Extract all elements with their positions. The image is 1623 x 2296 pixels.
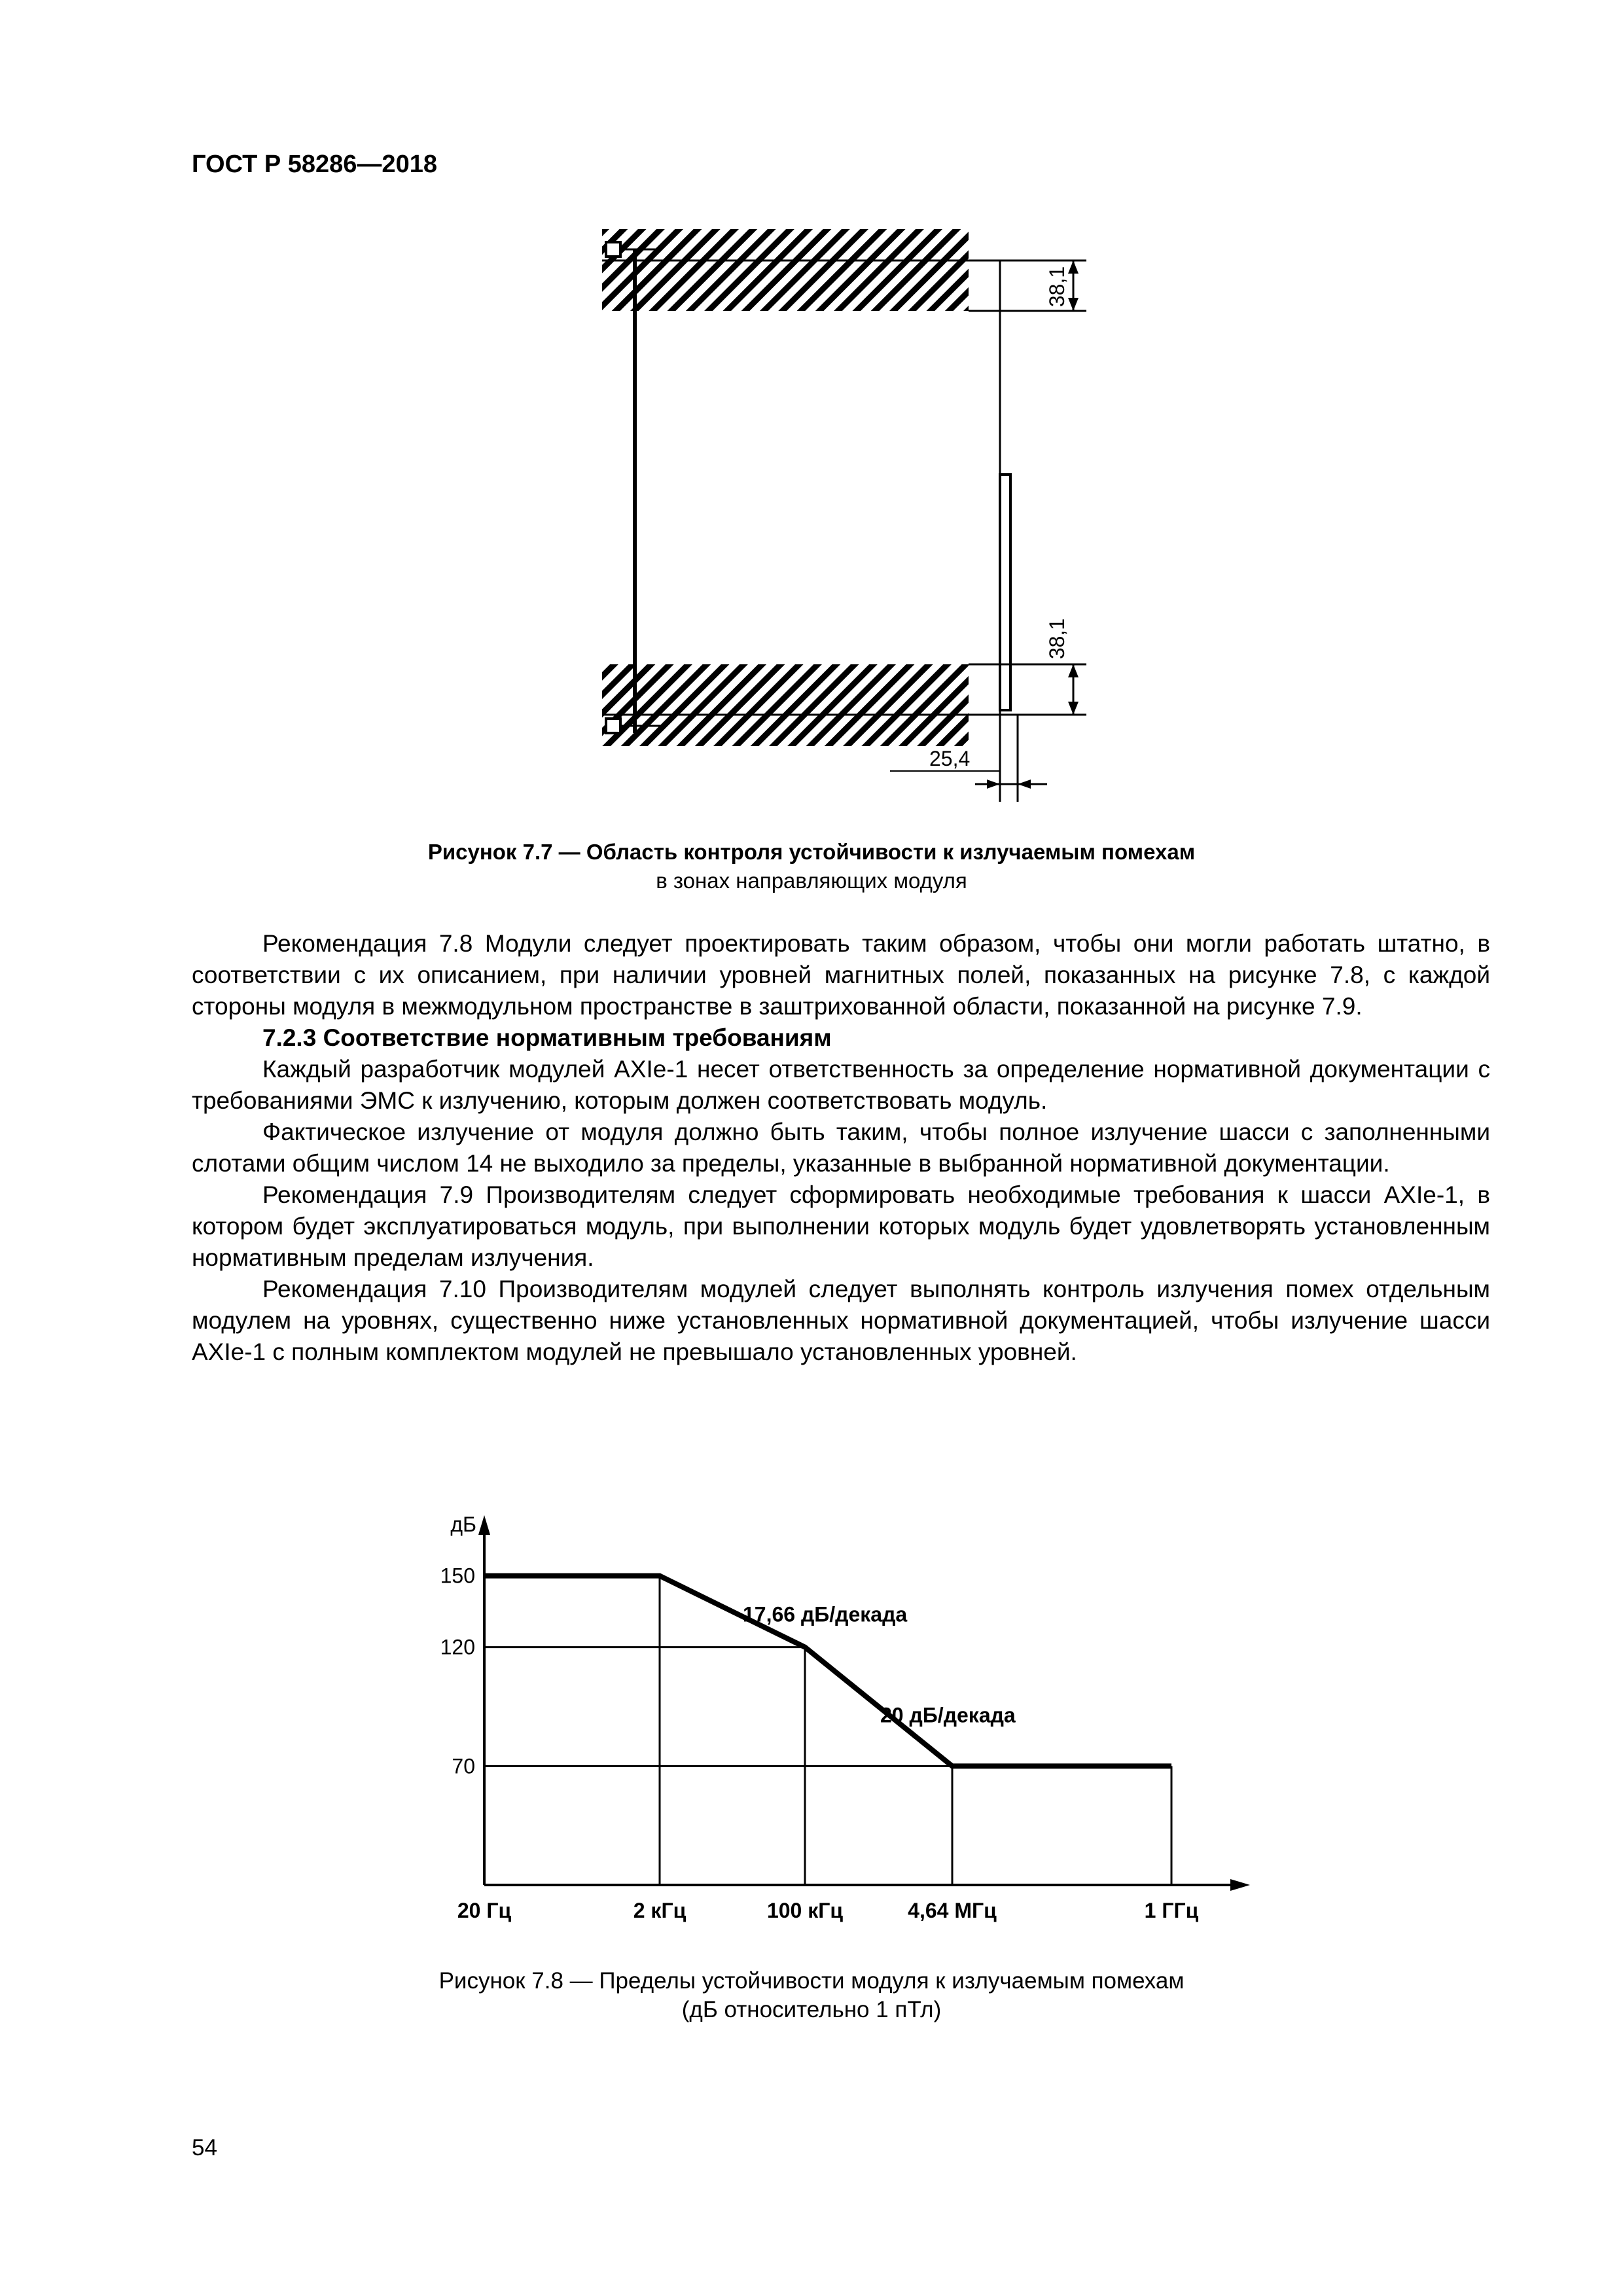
connector-rect	[1000, 475, 1010, 710]
dim-bottom-label: 38,1	[1045, 618, 1069, 660]
body-text	[192, 928, 1490, 1368]
paragraph: Рекомендация 7.9 Производителям следует сформировать необходимые требования к шасси AXIe-1, в котором будет эксплуатироваться модуль, при выполнении которых модуль будет удовлетворять установленным нормативным пределам излучения.	[192, 1181, 1490, 1271]
document-header: ГОСТ Р 58286—2018	[192, 151, 437, 178]
paragraph: Рекомендация 7.8 Модули следует проектировать таким образом, чтобы они могли работать штатно, в соответствии с их описанием, при наличии уровней магнитных полей, показанных на рисунке 7.8, с каждой стороны модуля в межмодульном пространстве в заштрихованной области, показанной на рисунке 7.9.	[192, 930, 1490, 1020]
y-tick-label: 120	[440, 1635, 475, 1659]
dim-top-label: 38,1	[1045, 266, 1069, 308]
dim-horizontal-label: 25,4	[929, 747, 971, 770]
figure-7-8-caption	[0, 1967, 1623, 2024]
x-axis-arrow	[1230, 1879, 1250, 1891]
x-tick-label: 100 кГц	[766, 1899, 844, 1922]
guide-square-bottom	[606, 719, 620, 733]
figure-7-7-diagram	[589, 223, 1126, 812]
figure-7-7-caption	[0, 838, 1623, 895]
figure-7-8-chart	[419, 1505, 1270, 1950]
paragraph: Рекомендация 7.10 Производителям модулей следует выполнять контроль излучения помех отдельным модулем на уровнях, существенно ниже установленных нормативной документацией, чтобы излучение шасси AXIe-1 с полным комплектом модулей не превышало установленных уровней.	[192, 1276, 1490, 1365]
y-axis-arrow	[478, 1515, 490, 1535]
paragraph: Фактическое излучение от модуля должно быть таким, чтобы полное излучение шасси с заполненными слотами общим числом 14 не выходило за пределы, указанные в выбранной нормативной документации.	[192, 1119, 1490, 1177]
x-tick-label: 20 Гц	[457, 1899, 512, 1922]
paragraph: Каждый разработчик модулей AXIe-1 несет ответственность за определение нормативной документации с требованиями ЭМС к излучению, которым должен соответствовать модуль.	[192, 1056, 1490, 1114]
slope-annotation-2: 20 дБ/декада	[880, 1703, 1016, 1727]
figure-7-7-caption-line1: Рисунок 7.7 — Область контроля устойчивости к излучаемым помехам	[427, 840, 1196, 864]
slope-annotation-1: 17,66 дБ/декада	[743, 1602, 908, 1626]
y-tick-label: 70	[452, 1754, 475, 1778]
guide-square-top	[606, 242, 620, 257]
figure-7-8-caption-line2: (дБ относительно 1 пТл)	[681, 1997, 942, 2022]
y-axis-label: дБ	[450, 1513, 476, 1536]
x-tick-label: 4,64 МГц	[908, 1899, 997, 1922]
top-hatched-zone	[602, 229, 969, 311]
x-tick-label: 2 кГц	[633, 1899, 687, 1922]
bottom-hatched-zone	[602, 664, 969, 746]
section-heading: 7.2.3 Соответствие нормативным требованиям	[262, 1024, 832, 1051]
page-number: 54	[192, 2135, 217, 2161]
x-tick-label: 1 ГГц	[1144, 1899, 1199, 1922]
figure-7-7-caption-line2: в зонах направляющих модуля	[656, 869, 967, 893]
figure-7-8-caption-line1: Рисунок 7.8 — Пределы устойчивости модуля к излучаемым помехам	[438, 1968, 1185, 1994]
y-tick-label: 150	[440, 1564, 475, 1588]
